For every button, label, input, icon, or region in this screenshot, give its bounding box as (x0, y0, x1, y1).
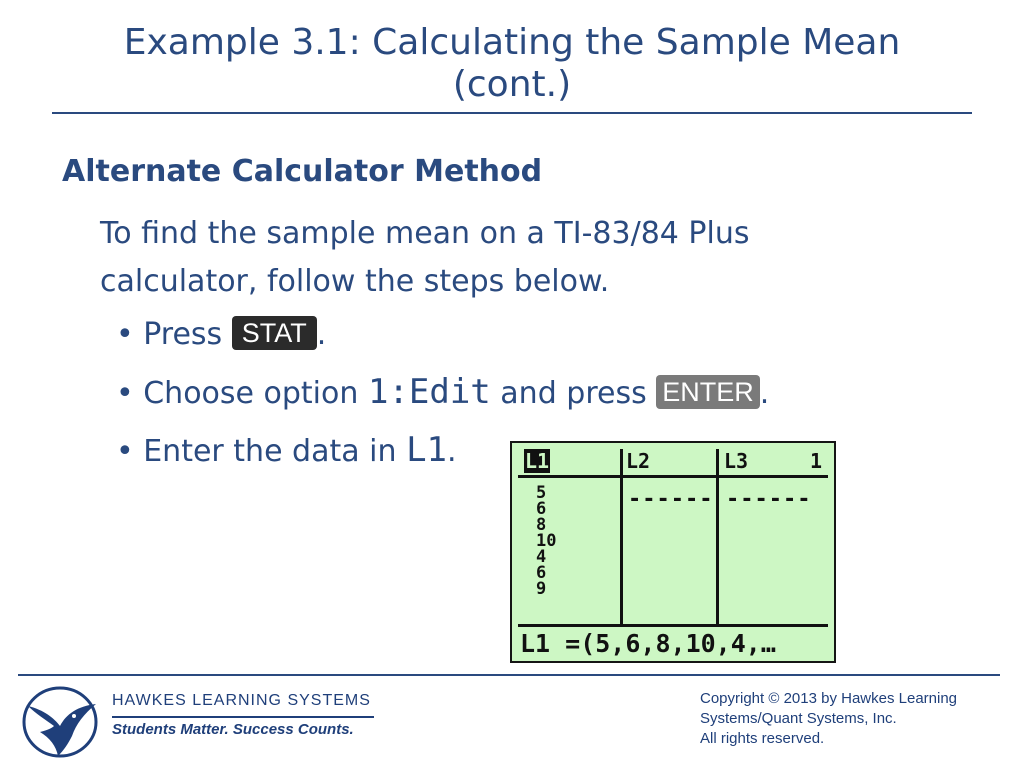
header-divider (518, 475, 828, 478)
l1-values (536, 485, 556, 597)
l3-empty-dashes: ------ (726, 487, 812, 512)
entry-divider (518, 624, 828, 627)
footer-divider (18, 674, 1000, 676)
brand-divider (112, 716, 374, 718)
copyright-line: Systems/Quant Systems, Inc. (700, 710, 897, 727)
bullet-enter-data (116, 430, 457, 470)
calculator-screen (510, 441, 836, 663)
l1-value: 6 (536, 563, 547, 583)
l1-value: 6 (536, 499, 547, 519)
brand-name: HAWKES LEARNING SYSTEMS (112, 692, 371, 709)
column-header-l2: L2 (626, 449, 651, 473)
stat-key: STAT (232, 316, 317, 350)
copyright-line: Copyright © 2013 by Hawkes Learning (700, 690, 958, 707)
l1-value: 10 (536, 531, 557, 551)
slide-title-line1: Example 3.1: Calculating the Sample Mean (123, 22, 901, 63)
title-divider (52, 112, 972, 114)
eagle-logo-icon (20, 684, 100, 760)
slide-title (52, 22, 972, 106)
edit-option-code: 1:Edit (367, 372, 491, 412)
l1-value: 9 (536, 579, 547, 599)
entry-line: L1 =(5,6,8,10,4,… (520, 629, 776, 658)
column-header-l1: L1 (525, 449, 550, 473)
bullet-text: • Enter the data in (116, 434, 407, 469)
l1-value: 8 (536, 515, 547, 535)
bullet-suffix: . (759, 376, 770, 411)
bullet-press-stat (116, 316, 326, 352)
l1-value: 4 (536, 547, 547, 567)
bullet-text: • Press (116, 317, 232, 352)
l1-value: 5 (536, 483, 547, 503)
bullet-suffix: . (316, 317, 327, 352)
bullet-text: • Choose option (116, 376, 368, 411)
list-l1-code: L1 (406, 430, 448, 470)
copyright-notice (700, 689, 1010, 749)
l2-empty-dashes: ------ (628, 487, 714, 512)
section-heading: Alternate Calculator Method (62, 154, 543, 189)
bullet-middle: and press (490, 376, 657, 411)
bullet-suffix: . (447, 434, 457, 469)
copyright-line: All rights reserved. (700, 730, 825, 747)
bullet-choose-edit (116, 372, 769, 412)
enter-key: ENTER (656, 375, 760, 409)
intro-text: To find the sample mean on a TI-83/84 Plus calculator, follow the steps below. (100, 216, 750, 299)
column-header-l3: L3 (724, 449, 749, 473)
brand-tagline: Students Matter. Success Counts. (112, 721, 354, 738)
column-index: 1 (810, 449, 823, 473)
slide-title-line2: (cont.) (452, 64, 572, 105)
